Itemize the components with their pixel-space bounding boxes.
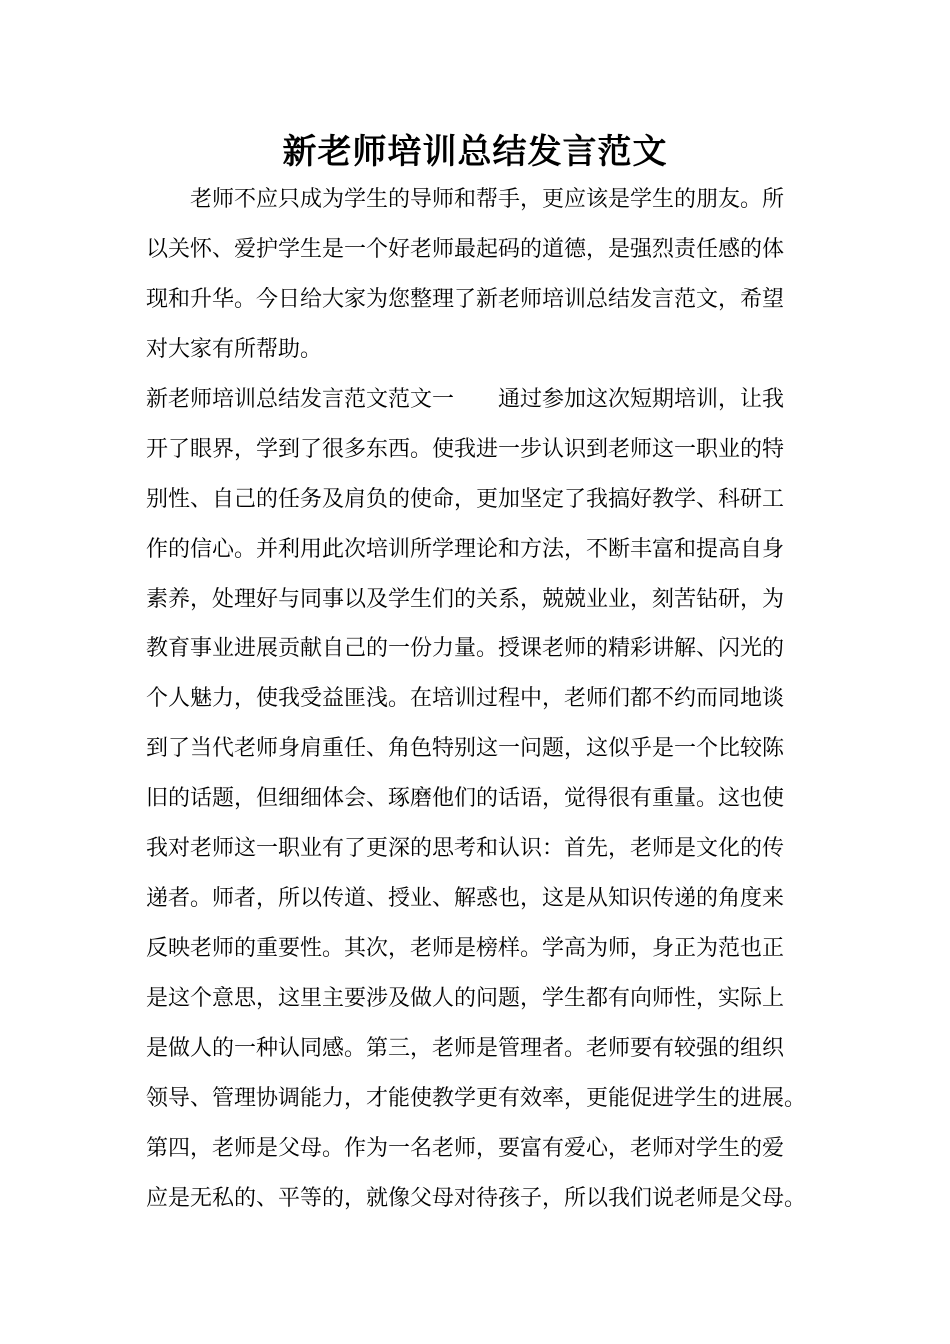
section-heading: 新老师培训总结发言范文范文一 [146, 387, 455, 412]
document-title: 新老师培训总结发言范文 [282, 132, 668, 172]
body-line-1: 开了眼界，学到了很多东西。使我进一步认识到老师这一职业的特 [146, 437, 785, 462]
body-line-12: 是这个意思，这里主要涉及做人的问题，学生都有向师性，实际上 [146, 986, 785, 1011]
body-line-16: 应是无私的、平等的，就像父母对待孩子，所以我们说老师是父母。 [146, 1186, 807, 1211]
body-line-5: 教育事业进展贡献自己的一份力量。授课老师的精彩讲解、闪光的 [146, 636, 785, 661]
body-line-7: 到了当代老师身肩重任、角色特别这一问题，这似乎是一个比较陈 [146, 736, 785, 761]
body-line-8: 旧的话题，但细细体会、琢磨他们的话语，觉得很有重量。这也使 [146, 786, 785, 811]
body-line-10: 递者。师者，所以传道、授业、解惑也，这是从知识传递的角度来 [146, 886, 785, 911]
body-line-11: 反映老师的重要性。其次，老师是榜样。学高为师，身正为范也正 [146, 936, 785, 961]
body-line-2: 别性、自己的任务及肩负的使命，更加坚定了我搞好教学、科研工 [146, 487, 785, 512]
intro-line-4: 对大家有所帮助。 [146, 337, 323, 362]
body-line-13: 是做人的一种认同感。第三，老师是管理者。老师要有较强的组织 [146, 1036, 785, 1061]
body-line-9: 我对老师这一职业有了更深的思考和认识：首先，老师是文化的传 [146, 836, 785, 861]
body-line-4: 素养，处理好与同事以及学生们的关系，兢兢业业，刻苦钻研，为 [146, 587, 785, 612]
intro-line-2: 以关怀、爱护学生是一个好老师最起码的道德，是强烈责任感的体 [146, 237, 785, 262]
body-line-15: 第四，老师是父母。作为一名老师，要富有爱心，老师对学生的爱 [146, 1136, 785, 1161]
body-line-3: 作的信心。并利用此次培训所学理论和方法，不断丰富和提高自身 [146, 537, 785, 562]
intro-line-1: 老师不应只成为学生的导师和帮手，更应该是学生的朋友。所 [190, 187, 785, 212]
section-first-line-text: 通过参加这次短期培训，让我 [498, 387, 785, 412]
intro-line-3: 现和升华。今日给大家为您整理了新老师培训总结发言范文，希望 [146, 287, 785, 312]
body-line-14: 领导、管理协调能力，才能使教学更有效率，更能促进学生的进展。 [146, 1086, 807, 1111]
section-first-line [146, 385, 784, 415]
body-line-6: 个人魅力，使我受益匪浅。在培训过程中，老师们都不约而同地谈 [146, 686, 785, 711]
